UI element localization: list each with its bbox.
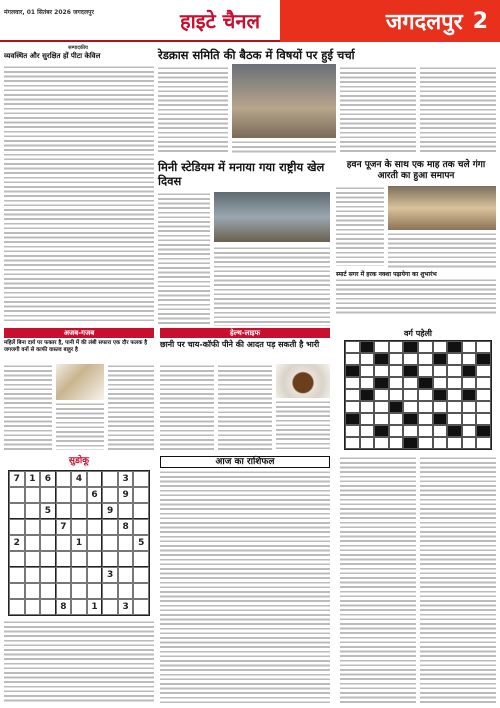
sudoku-cell: 6 bbox=[40, 471, 56, 487]
sudoku-cell bbox=[133, 567, 149, 583]
sudoku-cell bbox=[9, 599, 25, 615]
sports-photo bbox=[214, 192, 330, 242]
left-story-col-1 bbox=[4, 364, 52, 450]
left-story-section: अजब-गजब bbox=[4, 328, 154, 338]
sudoku-cell: 3 bbox=[118, 471, 134, 487]
sudoku-cell bbox=[56, 471, 72, 487]
havan-col-1 bbox=[336, 186, 384, 266]
sudoku-cell: 8 bbox=[56, 599, 72, 615]
sudoku-cell bbox=[40, 567, 56, 583]
sudoku-cell bbox=[87, 535, 103, 551]
sudoku-cell bbox=[9, 487, 25, 503]
sudoku-cell bbox=[133, 519, 149, 535]
sudoku-cell bbox=[40, 551, 56, 567]
masthead bbox=[0, 0, 500, 42]
editorial-title: व्यवस्थित और सुरक्षित हों पीटा केविल bbox=[4, 52, 101, 60]
editorial-body bbox=[4, 65, 154, 323]
sudoku-cell bbox=[102, 487, 118, 503]
sudoku-cell bbox=[40, 487, 56, 503]
sudoku-cell: 9 bbox=[102, 503, 118, 519]
crossword-title: वर्ग पहेली bbox=[403, 329, 433, 338]
sudoku-cell bbox=[9, 503, 25, 519]
sudoku-cell bbox=[9, 551, 25, 567]
sudoku-cell bbox=[133, 583, 149, 599]
sudoku-cell: 6 bbox=[87, 487, 103, 503]
lead-col-3 bbox=[340, 66, 416, 154]
sudoku-cell bbox=[102, 535, 118, 551]
sudoku-cell bbox=[133, 551, 149, 567]
lead-col-2 bbox=[232, 140, 336, 154]
sudoku-cell bbox=[118, 583, 134, 599]
sudoku-cell bbox=[102, 583, 118, 599]
horoscope-body bbox=[160, 470, 330, 704]
sudoku-cell: 1 bbox=[87, 599, 103, 615]
health-title: छानी पर चाय-कॉफी पीने की आदत पड़ सकती है भारी bbox=[160, 340, 320, 349]
sudoku-cell bbox=[25, 519, 41, 535]
sudoku-cell bbox=[133, 471, 149, 487]
sudoku-cell bbox=[87, 519, 103, 535]
sudoku-cell bbox=[9, 519, 25, 535]
sudoku-cell bbox=[25, 599, 41, 615]
sudoku-cell: 3 bbox=[102, 567, 118, 583]
sudoku-cell bbox=[71, 599, 87, 615]
sudoku-cell bbox=[102, 471, 118, 487]
left-story-col-3 bbox=[56, 402, 104, 450]
sudoku-cell: 7 bbox=[56, 519, 72, 535]
sudoku-cell bbox=[56, 567, 72, 583]
health-col-3 bbox=[276, 400, 330, 450]
sudoku-cell bbox=[87, 551, 103, 567]
sports-col-2 bbox=[214, 246, 330, 326]
sudoku-cell bbox=[102, 551, 118, 567]
lead-col-1 bbox=[158, 66, 228, 154]
sudoku-cell bbox=[25, 551, 41, 567]
sudoku-cell bbox=[118, 567, 134, 583]
sudoku-cell: 7 bbox=[9, 471, 25, 487]
coffee-photo bbox=[276, 364, 330, 398]
havan-col-2 bbox=[388, 232, 496, 268]
lead-col-4 bbox=[420, 66, 496, 154]
horoscope-title: आज का राशिफल bbox=[160, 456, 330, 468]
sudoku-cell bbox=[133, 487, 149, 503]
health-col-1 bbox=[160, 364, 214, 450]
crossword-clues-down bbox=[420, 456, 496, 704]
sudoku-cell bbox=[25, 503, 41, 519]
sudoku-cell bbox=[25, 487, 41, 503]
sudoku-cell bbox=[71, 519, 87, 535]
crossword-grid bbox=[344, 340, 492, 450]
sudoku-cell bbox=[71, 487, 87, 503]
brand-title: हाइटे चैनल bbox=[160, 0, 280, 42]
left-story-title: महिलें बिना दार्य पर फक्तर है, पानी में की लंबी सफारा एक दौर फलक है जगजगी वनों से काफी वास्तव बाहुर है bbox=[4, 340, 148, 353]
sudoku-cell bbox=[133, 599, 149, 615]
sudoku-cell: 4 bbox=[71, 471, 87, 487]
sudoku-cell: 1 bbox=[71, 535, 87, 551]
sudoku-cell bbox=[87, 471, 103, 487]
sudoku-cell: 2 bbox=[9, 535, 25, 551]
sudoku-cell bbox=[87, 503, 103, 519]
sudoku-cell bbox=[9, 567, 25, 583]
sudoku-cell bbox=[56, 551, 72, 567]
havan-headline: हवन पूजन के साथ एक माह तक चले गंगा आरती का हुआ समापन bbox=[346, 160, 486, 181]
page-number: 2 bbox=[472, 8, 488, 34]
sudoku-cell: 9 bbox=[118, 487, 134, 503]
sudoku-cell bbox=[71, 583, 87, 599]
editorial-section: सम्पादकीय bbox=[68, 45, 88, 51]
crossword-clues-across bbox=[340, 456, 416, 704]
date-line: मंगलवार, 01 सितंबर 2026 जगदलपुर bbox=[0, 0, 160, 42]
sudoku-cell bbox=[40, 599, 56, 615]
sudoku-cell bbox=[40, 519, 56, 535]
sudoku-cell bbox=[56, 535, 72, 551]
sudoku-grid bbox=[8, 470, 150, 616]
sudoku-title: सुडोकू bbox=[4, 456, 154, 466]
sudoku-cell bbox=[40, 583, 56, 599]
health-section: हेल्थ-लाइफ bbox=[160, 328, 330, 338]
sudoku-cell bbox=[56, 583, 72, 599]
crab-photo bbox=[56, 364, 104, 400]
sudoku-cell bbox=[25, 535, 41, 551]
sudoku-cell bbox=[25, 583, 41, 599]
sudoku-cell bbox=[9, 583, 25, 599]
smart-body bbox=[336, 278, 496, 314]
sudoku-instructions bbox=[4, 620, 154, 704]
sudoku-cell bbox=[133, 503, 149, 519]
sudoku-cell bbox=[71, 503, 87, 519]
lead-headline: रेडक्रास समिति की बैठक में विषयों पर हुई चर्चा bbox=[158, 48, 355, 62]
city-banner bbox=[280, 0, 500, 42]
sudoku-cell: 8 bbox=[118, 519, 134, 535]
health-col-2 bbox=[218, 364, 272, 450]
sudoku-cell bbox=[118, 503, 134, 519]
sudoku-cell bbox=[87, 583, 103, 599]
sudoku-cell bbox=[40, 535, 56, 551]
sudoku-cell bbox=[102, 599, 118, 615]
sudoku-cell bbox=[102, 519, 118, 535]
sudoku-cell bbox=[56, 487, 72, 503]
meeting-photo bbox=[232, 64, 336, 138]
sudoku-cell bbox=[25, 567, 41, 583]
city-name: जगदलपुर bbox=[385, 10, 463, 35]
sudoku-cell bbox=[71, 551, 87, 567]
sudoku-cell: 5 bbox=[133, 535, 149, 551]
sudoku-cell: 3 bbox=[118, 599, 134, 615]
sudoku-cell bbox=[87, 567, 103, 583]
sudoku-cell bbox=[56, 503, 72, 519]
left-story-col-2 bbox=[108, 364, 154, 450]
sports-headline: मिनी स्टेडियम में मनाया गया राष्ट्रीय खेल दिवस bbox=[158, 160, 325, 188]
sudoku-cell bbox=[118, 551, 134, 567]
sudoku-cell: 5 bbox=[40, 503, 56, 519]
havan-photo bbox=[388, 186, 496, 230]
smart-headline: स्मार्ट सगर में हरक नक्शा पढ़ायेगा का शुभारंभ bbox=[336, 271, 437, 278]
sports-col-1 bbox=[158, 192, 210, 326]
sudoku-cell: 1 bbox=[25, 471, 41, 487]
sudoku-cell bbox=[118, 535, 134, 551]
sudoku-cell bbox=[71, 567, 87, 583]
